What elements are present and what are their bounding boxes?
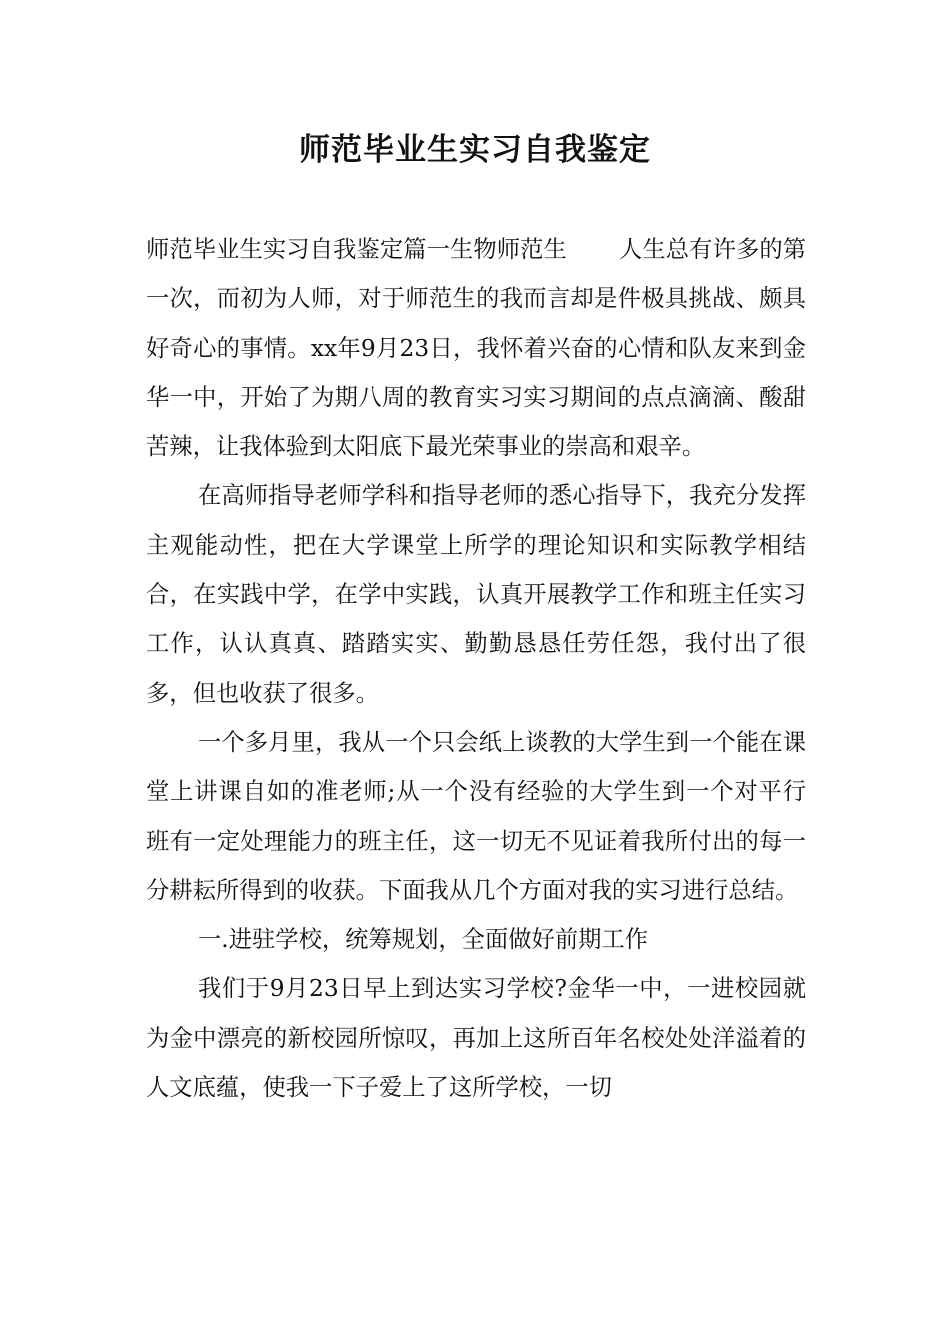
paragraph-4: 我们于9月23日早上到达实习学校?金华一中，一进校园就为金中漂亮的新校园所惊叹，再加上这所百年名校处处洋溢着的人文底蕴，使我一下子爱上了这所学校，一切 (146, 975, 806, 1102)
paragraph-1 (146, 225, 806, 471)
paragraph-3: 一个多月里，我从一个只会纸上谈教的大学生到一个能在课堂上讲课自如的准老师;从一个没有经验的大学生到一个对平行班有一定处理能力的班主任，这一切无不见证着我所付出的每一分耕耘所得到的收获。下面我从几个方面对我的实习进行总结。 (146, 728, 806, 904)
paragraph-2: 在高师指导老师学科和指导老师的悉心指导下，我充分发挥主观能动性，把在大学课堂上所学的理论知识和实际教学相结合，在实践中学，在学中实践，认真开展教学工作和班主任实习工作，认认真真、踏踏实实、勤勤恳恳任劳任怨，我付出了很多，但也收获了很多。 (146, 482, 806, 707)
paragraph-1-text: 人生总有许多的第一次，而初为人师，对于师范生的我而言却是件极具挑战、颇具好奇心的事情。xx年9月23日，我怀着兴奋的心情和队友来到金华一中，开始了为期八周的教育实习实习期间的点点滴滴、酸甜苦辣，让我体验到太阳底下最光荣事业的崇高和艰辛。 (146, 236, 807, 461)
paragraph-1-lead: 师范毕业生实习自我鉴定篇一生物师范生 (146, 236, 567, 263)
section-heading-1: 一.进驻学校，统筹规划，全面做好前期工作 (198, 926, 649, 954)
document-title: 师范毕业生实习自我鉴定 (299, 132, 651, 168)
document-body (146, 225, 806, 1112)
